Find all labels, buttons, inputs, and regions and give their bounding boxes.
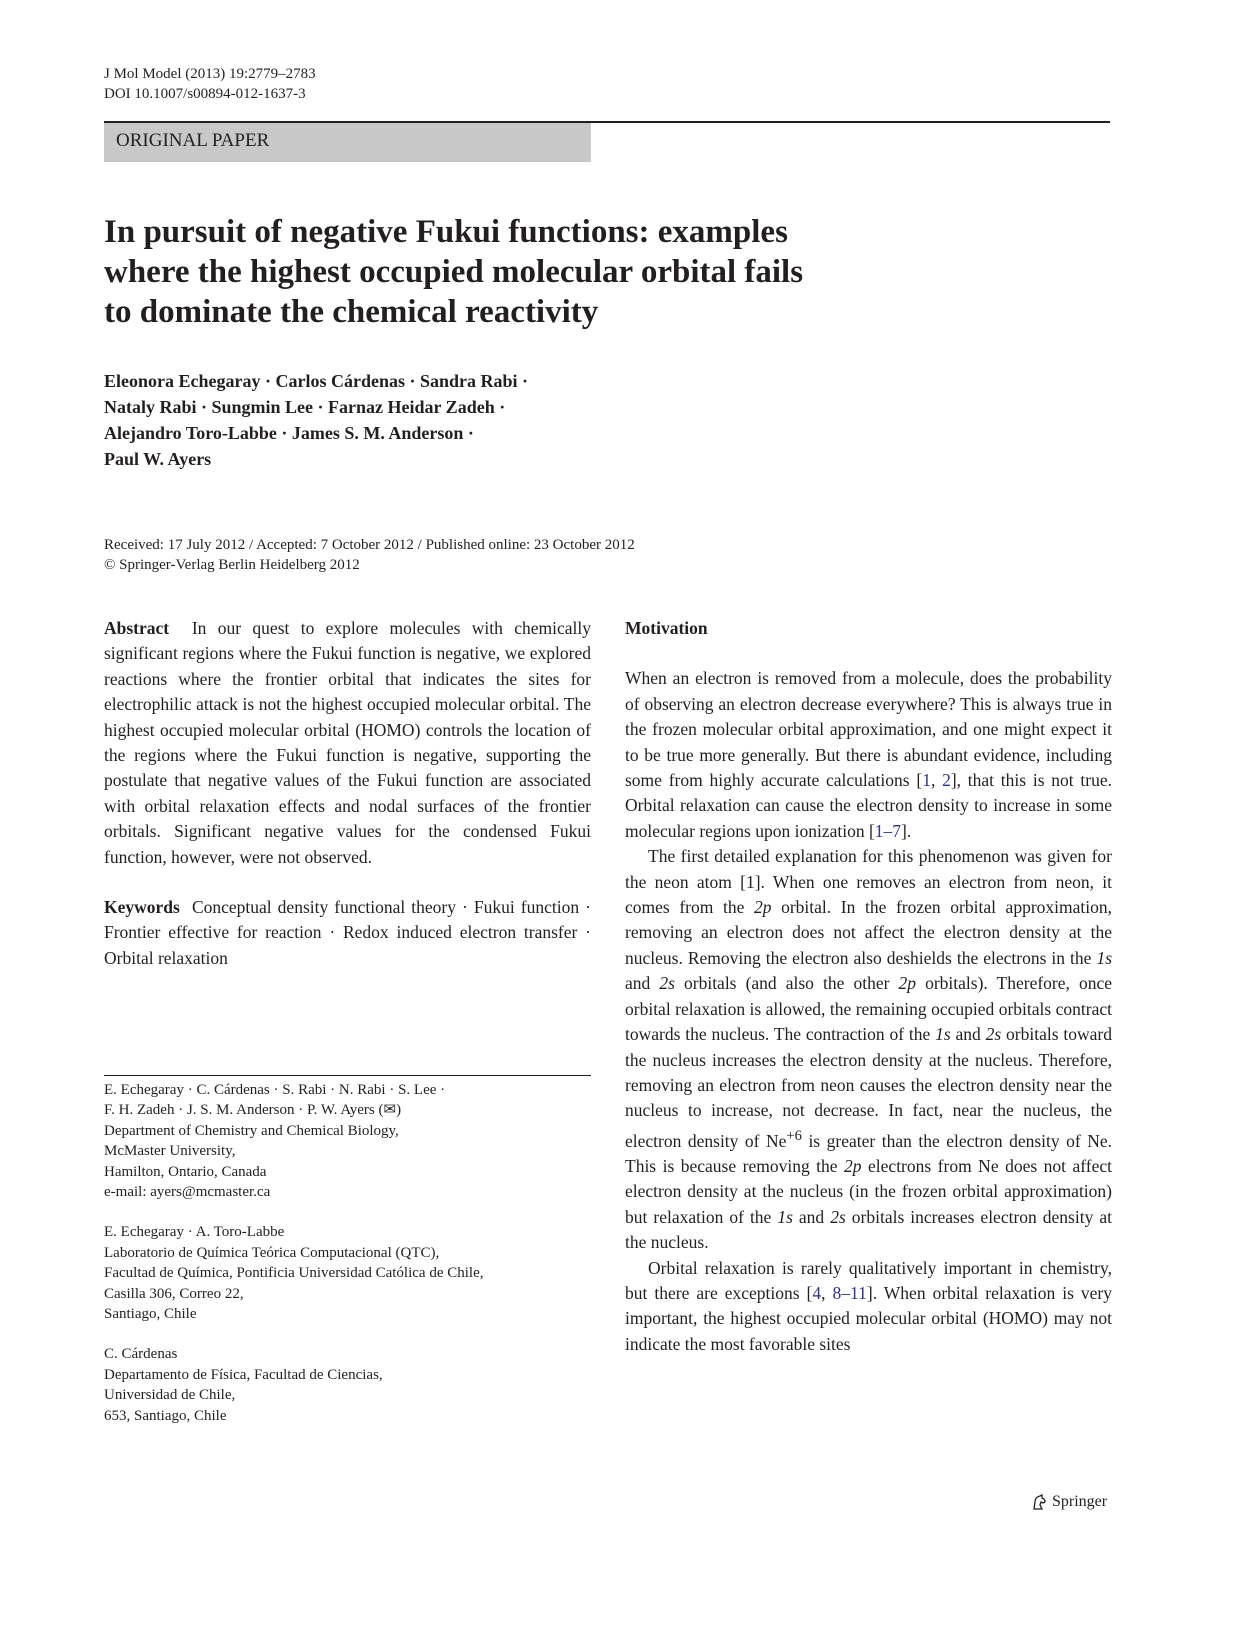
affiliation-line: Facultad de Química, Pontificia Universidad Católica de Chile,	[104, 1265, 484, 1282]
text-run: ,	[930, 770, 943, 791]
motivation-heading: Motivation	[625, 618, 708, 638]
doi: DOI 10.1007/s00894-012-1637-3	[104, 86, 306, 102]
affiliation-line: Hamilton, Ontario, Canada	[104, 1163, 267, 1180]
affiliations	[104, 1080, 591, 1446]
copyright: © Springer-Verlag Berlin Heidelberg 2012	[104, 557, 360, 573]
author-line: Eleonora Echegaray · Carlos Cárdenas · Sandra Rabi ·	[104, 371, 529, 391]
right-column	[625, 616, 1112, 1357]
affiliation-line: Santiago, Chile	[104, 1306, 197, 1323]
motivation-paragraph-1	[625, 666, 1112, 844]
motivation-paragraph-2	[625, 844, 1112, 1255]
citation-link[interactable]: 1	[922, 770, 931, 791]
text-run: ], that this is not true. Orbital relaxation can cause the electron density to increase in some molecular regions upon ionization [	[625, 770, 1112, 841]
orbital-term: 2p	[753, 897, 772, 918]
publisher-footer	[1030, 1493, 1107, 1511]
orbital-term: 1s	[935, 1024, 951, 1045]
received-dates: Received: 17 July 2012 / Accepted: 7 October 2012 / Published online: 23 October 2012	[104, 537, 635, 553]
title-line: In pursuit of negative Fukui functions: examples	[104, 214, 788, 250]
journal-citation: J Mol Model (2013) 19:2779–2783	[104, 66, 316, 82]
affiliation-line: Department of Chemistry and Chemical Biology,	[104, 1122, 399, 1139]
text-run: When an electron is removed from a molecule, does the probability of observing an electron decrease everywhere? This is always true in the frozen molecular orbital approximation, and one might expect it to be true more generally. But there is abundant evidence, including some from highly accurate calculations [	[625, 668, 1112, 791]
affiliation-line: C. Cárdenas	[104, 1346, 178, 1363]
orbital-term: 2s	[985, 1024, 1002, 1045]
author-line: Paul W. Ayers	[104, 449, 212, 469]
text-run: is greater than the electron density of Ne. This is because removing the	[625, 1130, 1113, 1176]
charge-superscript: +6	[786, 1127, 802, 1144]
text-run: and	[950, 1024, 986, 1045]
affiliation-line: Universidad de Chile,	[104, 1387, 236, 1404]
text-run: ].	[901, 820, 912, 841]
orbital-term: 2p	[898, 973, 916, 994]
text-run: The first detailed explanation for this phenomenon was given for the neon atom [1]. When one removes an electron from neon, it comes from the	[625, 846, 1112, 918]
journal-header	[104, 64, 316, 104]
motivation-paragraph-3	[625, 1256, 1112, 1358]
text-run: and	[625, 973, 660, 994]
orbital-term: 2p	[844, 1155, 862, 1176]
affiliation-block	[104, 1344, 591, 1426]
keywords-label: Keywords	[104, 897, 180, 918]
text-run: Orbital relaxation is rarely qualitatively important in chemistry, but there are exceptions [	[625, 1257, 1112, 1303]
affiliation-line: 653, Santiago, Chile	[104, 1407, 227, 1424]
text-run: orbitals toward the nucleus increases the electron density at the nucleus. Therefore, removing an electron from neon causes the electron density near the nucleus to increase, not decrease. In fact, near the nucleus, the electron density of Ne	[625, 1024, 1112, 1151]
affiliation-line: F. H. Zadeh · J. S. M. Anderson · P. W. Ayers (✉)	[104, 1102, 402, 1119]
affiliation-line: E. Echegaray · A. Toro-Labbe	[104, 1224, 285, 1241]
author-line: Nataly Rabi · Sungmin Lee · Farnaz Heidar Zadeh ·	[104, 397, 506, 417]
affiliation-block	[104, 1222, 591, 1324]
affiliation-line: McMaster University,	[104, 1143, 236, 1160]
citation-link[interactable]: 8–11	[832, 1282, 867, 1303]
publisher-name: Springer	[1052, 1493, 1108, 1510]
text-run: ,	[821, 1282, 833, 1303]
text-run: orbitals increases electron density at the nucleus.	[625, 1206, 1112, 1253]
citation-link[interactable]: 2	[942, 770, 951, 791]
left-column	[104, 616, 591, 971]
publication-dates	[104, 535, 635, 575]
affiliation-line: Casilla 306, Correo 22,	[104, 1285, 244, 1302]
text-run: ]. When orbital relaxation is very important, the highest occupied molecular orbital (HOMO) may not indicate the most favorable sites	[625, 1282, 1112, 1354]
springer-horse-logo-icon	[1030, 1493, 1048, 1511]
orbital-term: 2s	[830, 1206, 846, 1227]
affiliation-line: E. Echegaray · C. Cárdenas · S. Rabi · N. Rabi · S. Lee ·	[104, 1082, 446, 1098]
orbital-term: 1s	[1096, 947, 1112, 968]
email-line[interactable]: e-mail: ayers@mcmaster.ca	[104, 1184, 271, 1201]
affiliation-line: Departamento de Física, Facultad de Ciencias,	[104, 1366, 383, 1383]
abstract	[104, 616, 591, 870]
citation-link[interactable]: 1–7	[874, 820, 902, 841]
keywords	[104, 895, 591, 971]
text-run: and	[792, 1206, 831, 1227]
title-line: where the highest occupied molecular orbital fails	[104, 254, 804, 290]
text-run: orbitals (and also the other	[674, 973, 899, 994]
orbital-term: 2s	[659, 973, 675, 994]
text-run: orbitals). Therefore, once orbital relaxation is allowed, the remaining occupied orbitals contract towards the nucleus. The contraction of the	[625, 973, 1112, 1045]
affiliation-block	[104, 1080, 591, 1202]
orbital-term: 1s	[777, 1206, 793, 1227]
section-label: ORIGINAL PAPER	[116, 130, 270, 151]
section-label-bar	[104, 123, 591, 162]
abstract-text: In our quest to explore molecules with chemically significant regions where the Fukui function is negative, we explored reactions where the frontier orbital that indicates the sites for electrophilic attack is not the highest occupied molecular orbital. The highest occupied molecular orbital (HOMO) controls the location of the regions where the Fukui function is negative, supporting the postulate that negative values of the Fukui function are associated with orbital relaxation effects and nodal surfaces of the frontier orbitals. Significant negative values for the condensed Fukui function, however, were not observed.	[104, 618, 592, 867]
author-list	[104, 368, 528, 472]
text-run: orbital. In the frozen orbital approximation, removing an electron does not affect the electron density at the nucleus. Removing the electron also deshields the electrons in the	[625, 897, 1112, 968]
author-line: Alejandro Toro-Labbe · James S. M. Anderson ·	[104, 423, 474, 443]
paper-title	[104, 212, 924, 332]
title-line: to dominate the chemical reactivity	[104, 294, 599, 330]
keywords-text: Conceptual density functional theory · Fukui function · Frontier effective for reaction · Redox induced electron transfer · Orbital relaxation	[104, 897, 592, 968]
affiliation-rule	[104, 1075, 591, 1076]
abstract-label: Abstract	[104, 618, 170, 638]
citation-link[interactable]: 4	[812, 1282, 822, 1303]
affiliation-line: Laboratorio de Química Teórica Computacional (QTC),	[104, 1244, 440, 1261]
text-run: electrons from Ne does not affect electron density at the nucleus (in the frozen orbital approximation) but relaxation of the	[625, 1155, 1112, 1227]
